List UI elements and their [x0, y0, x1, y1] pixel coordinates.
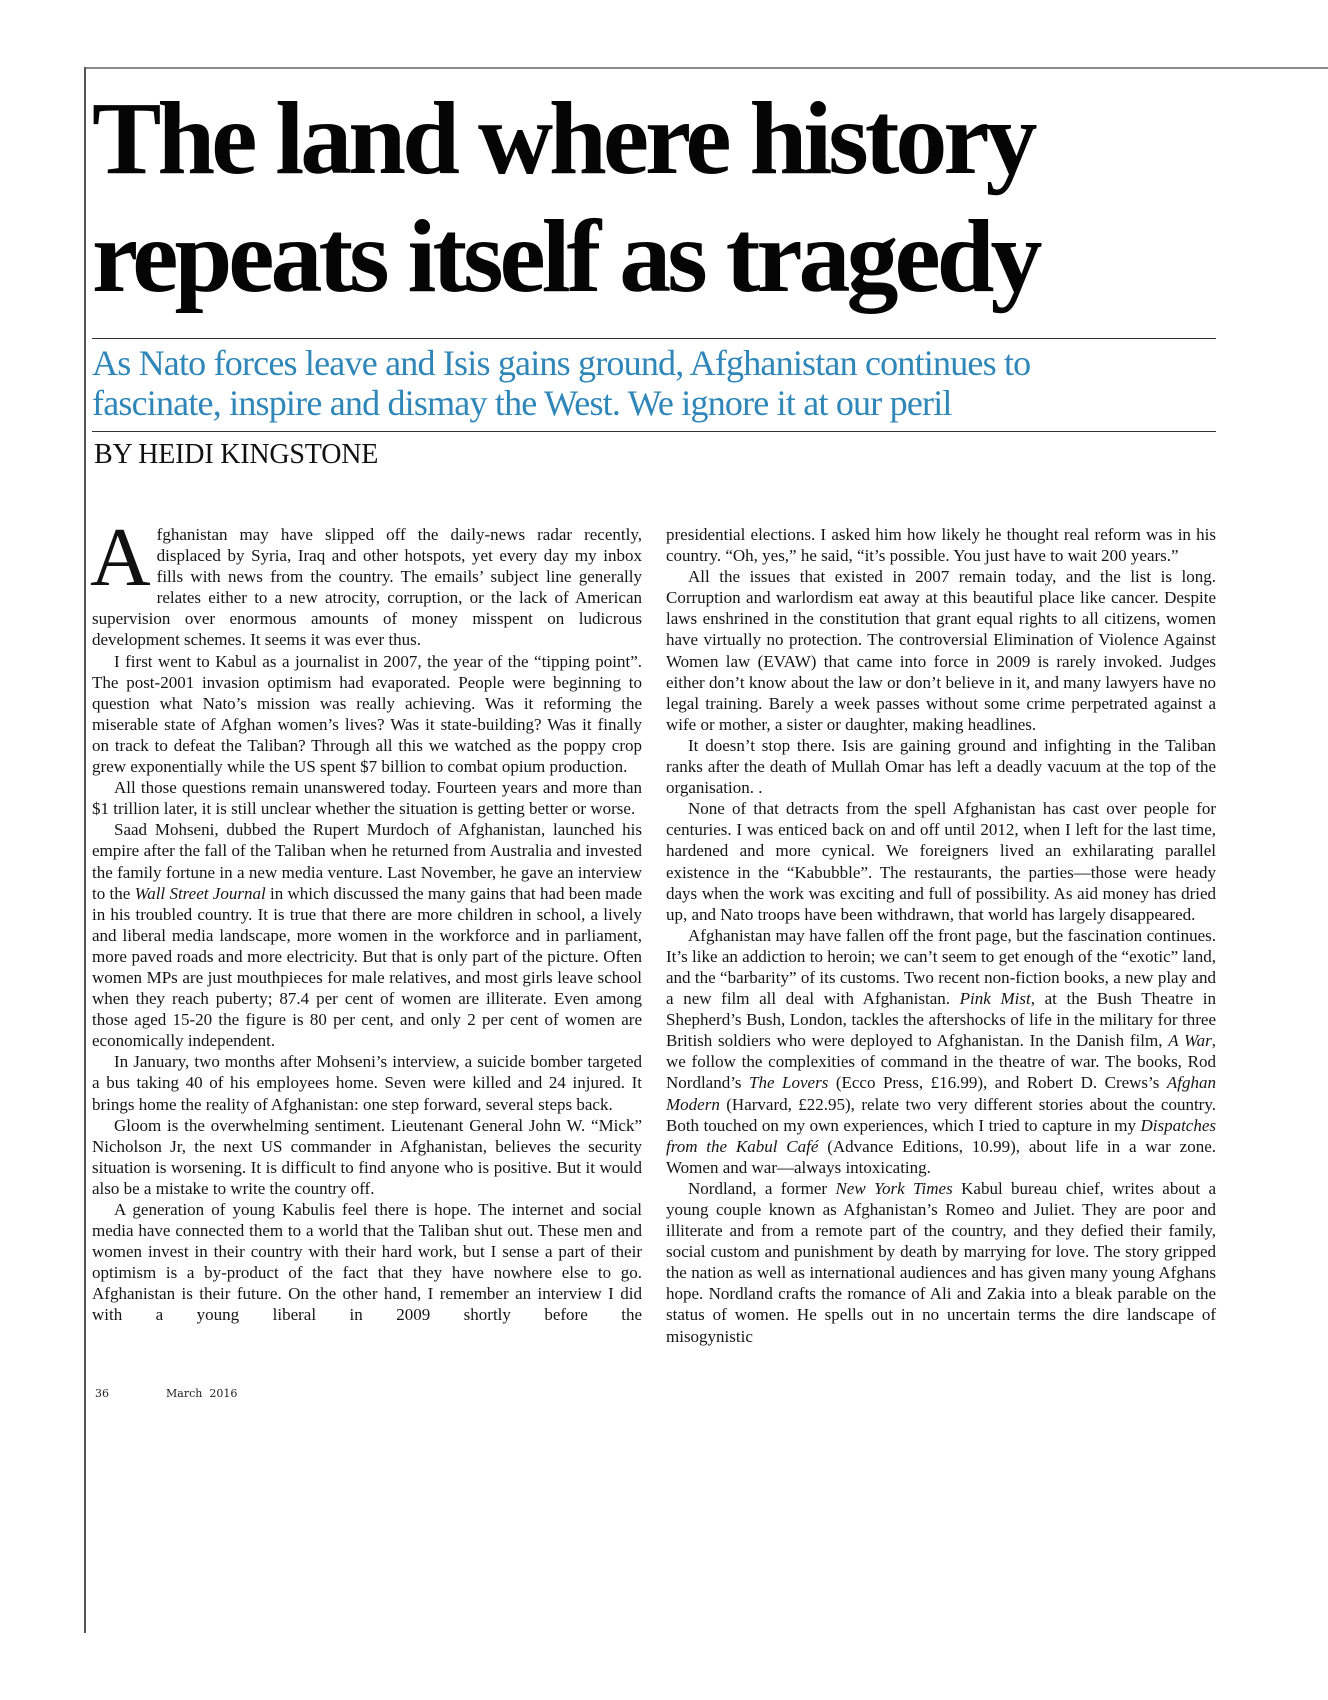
- paragraph: [666, 925, 1216, 1178]
- paragraph-text: in which discussed the many gains that had been made in his troubled country. It is true that there are more children in school, a lively and liberal media landscape, more women in the workforce and in parliament, more paved roads and more electricity. But that is only part of the picture. Often women MPs are just mouthpieces for male relatives, and most girls leave school when they reach puberty; 87.4 per cent of women are illiterate. Even among those aged 15-20 the figure is 80 per cent, and only 2 per cent of women are economically independent.: [92, 883, 643, 1051]
- book-title: The Lovers: [749, 1073, 829, 1093]
- paragraph: I first went to Kabul as a journalist in 2007, the year of the “tipping point”. The post-2001 invasion optimism had evaporated. People were beginning to question what Nato’s mission was really achieving. Was it reforming the miserable state of Afghan women’s lives? Was it state-building? Was it finally on track to defeat the Taliban? Through all this we watched as the poppy crop grew exponentially while the US spent $7 billion to combat opium production.: [92, 651, 642, 777]
- paragraph: [90, 511, 642, 651]
- paragraph: It doesn’t stop there. Isis are gaining ground and infighting in the Taliban ranks after the death of Mullah Omar has left a deadly vacuum at the top of the organisation. .: [666, 735, 1216, 798]
- publication-title: Wall Street Journal: [134, 883, 266, 903]
- article-page: [92, 80, 1228, 1403]
- paragraph-text: Nordland, a former: [688, 1178, 836, 1198]
- paragraph-text: (Ecco Press, £16.99), and Robert D. Crews’s: [828, 1073, 1167, 1093]
- paragraph: [666, 1178, 1216, 1347]
- paragraph-text: (Advance Editions, 10.99), about life in a war zone. Women and war—always intoxicating.: [666, 1136, 1216, 1177]
- book-title: Afghan Modern: [666, 1073, 1216, 1114]
- paragraph: In January, two months after Mohseni’s interview, a suicide bomber targeted a bus taking 40 of his employees home. Seven were killed and 24 injured. It brings home the reality of Afghanistan: one step forward, several steps back.: [92, 1052, 642, 1114]
- headline: [92, 80, 1228, 316]
- paragraph-text: Kabul bureau chief, writes about a young couple known as Afghanistan’s Romeo and Juliet. They are poor and illiterate and from a remote part of the country, and they defied their family, social custom and punishment by death by marrying for love. The story gripped the nation as well as international audiences and has given many young Afghans hope. Nordland crafts the romance of Ali and Zakia into a bleak parable on the status of women. He spells out in no uncertain terms the dire landscape of misogynistic: [666, 1178, 1216, 1346]
- headline-line-2: repeats itself as tragedy: [92, 199, 1039, 314]
- film-title: A War: [1168, 1031, 1212, 1051]
- byline-top-rule: [92, 431, 1216, 432]
- body-columns: [90, 511, 1228, 1347]
- paragraph: All those questions remain unanswered today. Fourteen years and more than $1 trillion later, it is still unclear whether the situation is getting better or worse.: [92, 778, 642, 819]
- play-title: Pink Mist: [959, 989, 1031, 1009]
- issue-date: March 2016: [166, 1386, 238, 1400]
- byline: BY HEIDI KINGSTONE: [94, 439, 379, 470]
- drop-cap: A: [90, 511, 151, 604]
- frame-left-rule: [84, 67, 86, 1633]
- paragraph: None of that detracts from the spell Afghanistan has cast over people for centuries. I was enticed back on and off until 2012, when I left for the last time, hardened and more cynical. We foreigners lived an exhilarating parallel existence in the “Kabubble”. The restaurants, the parties—those were heady days when the work was exciting and full of possibility. As aid money has dried up, and Nato troops have been withdrawn, that world has largely disappeared.: [666, 799, 1216, 924]
- body-column-right: [666, 524, 1216, 1347]
- paragraph: All the issues that existed in 2007 remain today, and the list is long. Corruption and warlordism eat away at this beautiful place like cancer. Despite laws enshrined in the constitution that grant equal rights to all citizens, women have virtually no protection. The controversial Elimination of Violence Against Women law (EVAW) that came into force in 2009 is rarely invoked. Judges either don’t know about the law or don’t believe in it, and many lawyers have no legal training. Barely a week passes without some crime perpetrated against a wife or mother, a sister or daughter, making headlines.: [666, 567, 1216, 734]
- standfirst: [92, 343, 1228, 423]
- book-title: Dispatches from the Kabul Café: [666, 1115, 1216, 1156]
- headline-line-1: The land where history: [92, 81, 1034, 196]
- publication-title: New York Times: [835, 1178, 953, 1198]
- standfirst-line-2: fascinate, inspire and dismay the West. We ignore it at our peril: [92, 383, 952, 423]
- paragraph: presidential elections. I asked him how likely he thought real reform was in his country. “Oh, yes,” he said, “it’s possible. You just have to wait 200 years.”: [666, 525, 1216, 566]
- paragraph-text: Afghanistan may have fallen off the front page, but the fascination continues. It’s like an addiction to heroin; we can’t seem to get enough of the “exotic” land, and the “barbarity” of its customs. Two recent non-fiction books, a new play and a new film all deal with Afghanistan.: [666, 925, 1216, 1009]
- paragraph: Gloom is the overwhelming sentiment. Lieutenant General John W. “Mick” Nicholson Jr, the next US commander in Afghanistan, believes the security situation is worsening. It is difficult to find anyone who is positive. But it would also be a mistake to write the country off.: [92, 1115, 642, 1198]
- standfirst-top-rule: [92, 338, 1216, 339]
- frame-top-rule: [84, 67, 1328, 69]
- paragraph-text: , we follow the complexities of command in the theatre of war. The books, Rod Nordland’s: [666, 1031, 1217, 1093]
- paragraph-text: , at the Bush Theatre in Shepherd’s Bush, London, tackles the aftershocks of life in the military for three British soldiers who were deployed to Afghanistan. In the Danish film,: [666, 989, 1216, 1051]
- paragraph-text: fghanistan may have slipped off the daily-news radar recently, displaced by Syria, Iraq and other hotspots, yet every day my inbox fills with news from the country. The emails’ subject line generally relates either to a new atrocity, corruption, or the lack of American supervision over enormous amounts of money misspent on ludicrous development schemes. It seems it was ever thus.: [92, 525, 642, 650]
- body-column-left: [90, 511, 643, 1347]
- paragraph-text: (Harvard, £22.95), relate two very different stories about the country. Both touched on my own experiences, which I tried to capture in my: [666, 1094, 1216, 1135]
- page-footer: [92, 1387, 1228, 1403]
- paragraph: A generation of young Kabulis feel there is hope. The internet and social media have connected them to a world that the Taliban shut out. These men and women invest in their country with their hard work, but I sense a part of their optimism is a by-product of the fact that they have nowhere else to go. Afghanistan is their future. On the other hand, I remember an interview I did with a young liberal in 2009 shortly before the: [92, 1200, 642, 1325]
- paragraph-text: Saad Mohseni, dubbed the Rupert Murdoch of Afghanistan, launched his empire after the fall of the Taliban when he returned from Australia and invested the family fortune in a new media venture. Last November, he gave an interview to the: [92, 820, 642, 903]
- standfirst-line-1: As Nato forces leave and Isis gains ground, Afghanistan continues to: [92, 343, 1031, 383]
- page-number: 36: [95, 1386, 109, 1400]
- paragraph: [92, 819, 642, 1051]
